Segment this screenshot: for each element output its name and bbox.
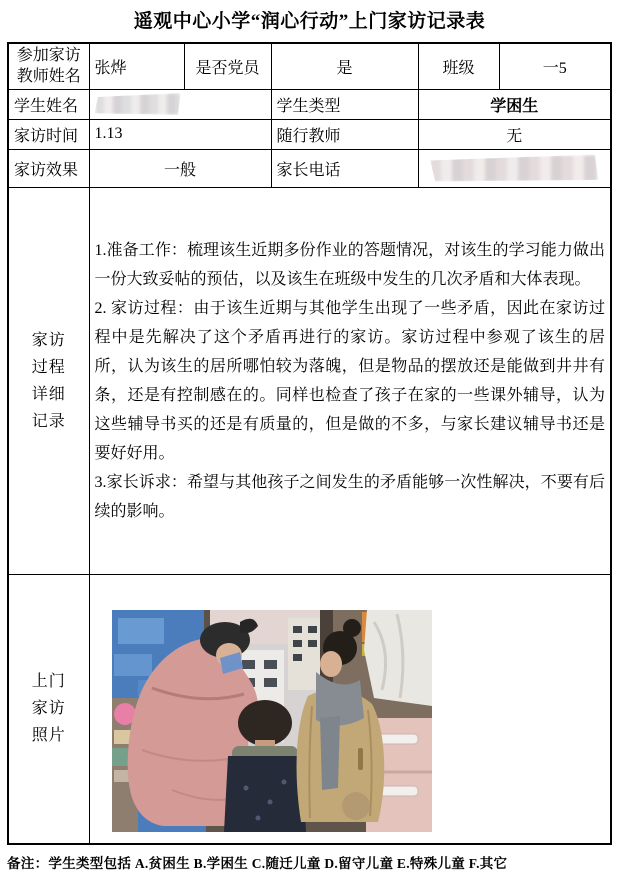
record-paragraph: 3.家长诉求：希望与其他孩子之间发生的矛盾能够一次性解决，不要有后续的影响。 bbox=[94, 473, 605, 520]
teacher-name-label-cell bbox=[8, 43, 89, 89]
teacher-name-value-cell: 张烨 bbox=[89, 43, 184, 89]
footer-note: 备注：学生类型包括 A.贫困生 B.学困生 C.随迁儿童 D.留守儿童 E.特殊儿童 F.其它 bbox=[7, 856, 508, 871]
accompany-teacher-label-cell: 随行教师 bbox=[271, 119, 418, 149]
table-row bbox=[8, 574, 611, 844]
student-name-label-cell: 学生姓名 bbox=[8, 89, 89, 119]
redacted-student-name bbox=[95, 93, 181, 115]
visit-effect-label-cell: 家访效果 bbox=[8, 149, 89, 187]
record-paragraph: 2. 家访过程：由于该生近期与其他学生出现了一些矛盾，因此在家访过程中是先解决了这个矛盾再进行的家访。家访过程中参观了该生的居所，认为该生的居所哪怕较为落魄，但是物品的摆放还是能做到井井有条，还是有控制感在的。同样也检查了孩子在家的一些课外辅导，认为这些辅导书买的还是有质量的，但是做的不多，与家长建议辅导书还是要好好用。 bbox=[94, 299, 605, 462]
parent-phone-label-cell: 家长电话 bbox=[271, 149, 418, 187]
parent-phone-value-cell bbox=[418, 149, 611, 187]
table-row bbox=[8, 43, 611, 89]
visit-effect-value-cell: 一般 bbox=[89, 149, 271, 187]
record-label-cell bbox=[8, 187, 89, 574]
record-paragraph: 1.准备工作：梳理该生近期多份作业的答题情况，对该生的学习能力做出一份大致妥帖的预估，以及该生在班级中发生的几次矛盾和大体表现。 bbox=[94, 241, 605, 288]
redacted-parent-phone bbox=[430, 155, 598, 182]
teacher-name-label: 参加家访教师姓名 bbox=[16, 47, 81, 86]
table-row bbox=[8, 89, 611, 119]
student-type-value-cell: 学困生 bbox=[418, 89, 611, 119]
student-name-value-cell bbox=[89, 89, 271, 119]
class-value-cell: 一5 bbox=[499, 43, 611, 89]
record-label: 家访过程详细记录 bbox=[31, 331, 66, 430]
student-type-label-cell: 学生类型 bbox=[271, 89, 418, 119]
table-row bbox=[8, 187, 611, 574]
party-member-label-cell: 是否党员 bbox=[184, 43, 271, 89]
visit-time-label-cell: 家访时间 bbox=[8, 119, 89, 149]
page-title: 遥观中心小学“润心行动”上门家访记录表 bbox=[133, 11, 486, 32]
table-row bbox=[8, 119, 611, 149]
table-row bbox=[8, 149, 611, 187]
photo-content-cell bbox=[89, 574, 611, 844]
party-member-value-cell: 是 bbox=[271, 43, 418, 89]
record-content-cell bbox=[89, 187, 611, 574]
photo-label: 上门家访照片 bbox=[31, 673, 66, 745]
visit-time-value-cell: 1.13 bbox=[89, 119, 271, 149]
photo-label-cell bbox=[8, 574, 89, 844]
class-label-cell: 班级 bbox=[418, 43, 499, 89]
home-visit-photo bbox=[112, 610, 432, 832]
accompany-teacher-value-cell: 无 bbox=[418, 119, 611, 149]
home-visit-form-table bbox=[7, 42, 612, 845]
